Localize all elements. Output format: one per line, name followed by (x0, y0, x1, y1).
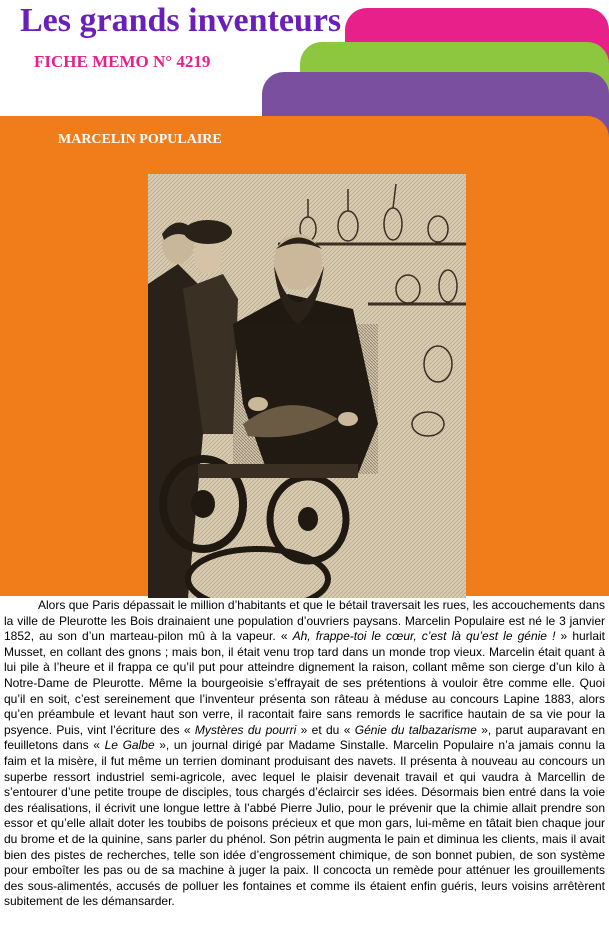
page-title: Les grands inventeurs (20, 2, 342, 39)
engraving-illustration (148, 174, 466, 598)
section-label: MARCELIN POPULAIRE (58, 132, 222, 147)
fiche-number: FICHE MEMO N° 4219 (34, 52, 211, 71)
article-body: Alors que Paris dépassait le million d’habitants et que le bétail traversait les rues, les accouchements dans la ville de Pleurotte les Bois drainaient une population d’ouvriers paysans. Marcelin Populaire est né le 3 janvier 1852, au son d’un marteau-pilon mû à la vapeur. « Ah, frappe-toi le cœur, c’est là qu’est le génie ! » hurlait Musset, en collant des gnons ; mais bon, il était venu trop tard dans un monde trop vieux. Marcelin était quant à lui pile à l’heure et il frappa ce qu’il put pour atteindre dignement la raison, collant même son cierge d’un kilo à Notre-Dame de Pleurotte. Même la bourgeoisie s’effrayait de ses prétentions à vouloir être comme elle. Quoi qu’il en soit, c’est sereinement que l’inventeur présenta son râteau à méduse au concours Lapine 1883, alors qu’en préambule et levant haut son verre, il racontait faire sans remords le sacrifice hautain de sa vie pour la psyence. Puis, vint l’écriture des « Mystères du pourri » et du « Génie du talbazarisme », parut auparavant en feuilletons dans « Le Galbe », un journal dirigé par Madame Sinstalle. Marcelin Populaire n’a jamais connu la faim et la misère, il fut même un terrien dominant produisant des navets. Il présenta à nouveau au concours un superbe ressort industriel semi-agricole, avec lequel le plaisir devenait travail et qui vaudra à Marcellin de s’entourer d’une petite troupe de disciples, tous chargés d’éclaircir ses idées. Désormais bien entré dans la voie des réalisations, il écrivit une longue lettre à l’abbé Pierre Julio, pour le prévenir que la chimie allait prendre son essor et qu’elle allait doter les toubibs de poisons précieux et que mon gars, lui-même en tâtait bien chaque jour du brome et de la quinine, sans parler du phénol. Son pétrin augmenta le pain et diminua les clients, mais il avait bien des pistes de recherches, telle son idée d’engrossement chimique, de son bonnet pubien, de son système pour emboîter les pas ou de sa machine à juger la paix. Il concocta un remède pour atténuer les grouillements des sous-alimentés, accusés de polluer les fontaines et comme ils étaient enfin guéris, leurs voisins arrêtèrent subitement de les démansarder. (4, 598, 606, 909)
